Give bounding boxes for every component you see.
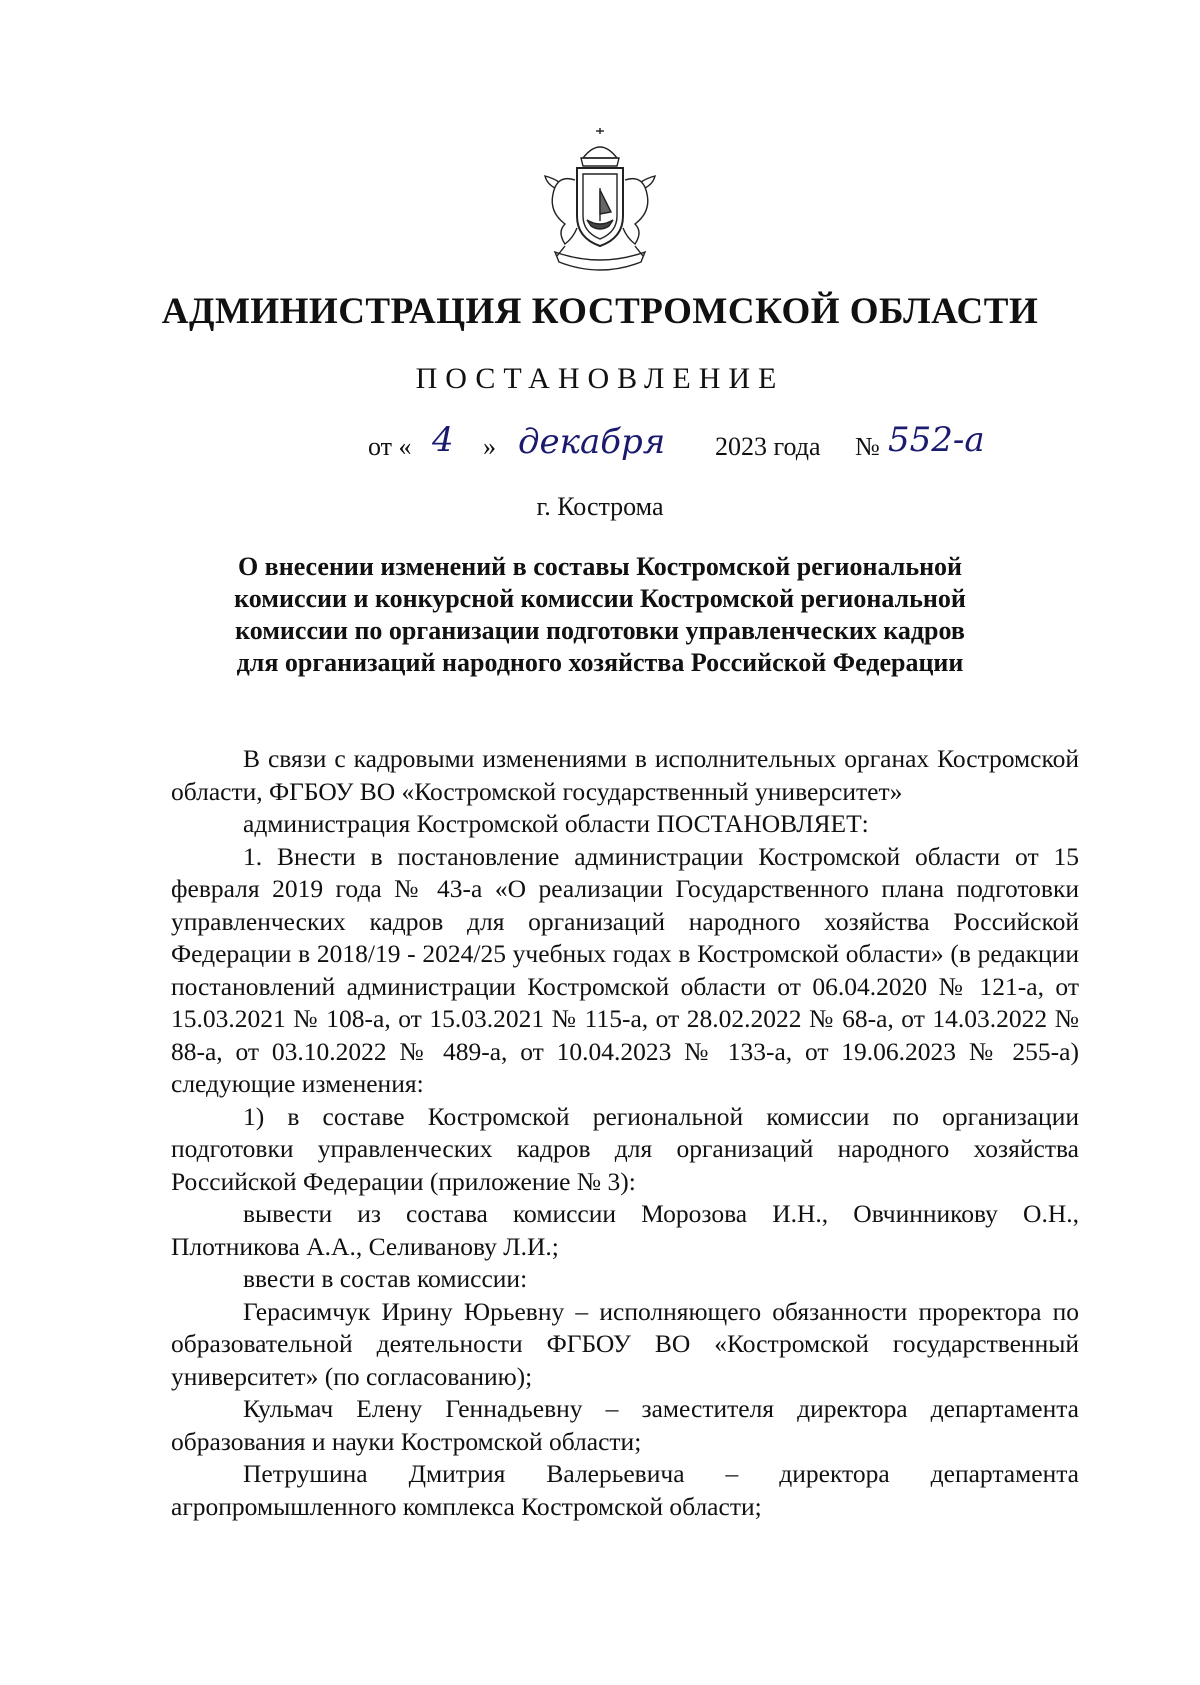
subject-line: для организаций народного хозяйства Российской Федерации bbox=[236, 648, 964, 677]
coat-of-arms-icon bbox=[535, 128, 665, 278]
date-line bbox=[0, 420, 1200, 480]
date-day: 4 bbox=[432, 420, 454, 460]
date-month: декабря bbox=[518, 422, 666, 462]
date-mid: » bbox=[483, 432, 496, 461]
body-paragraph: Герасимчук Ирину Юрьевну – исполняющего обязанности проректора по образовательной деятельности ФГБОУ ВО «Костромской государственный университет» (по согласованию); bbox=[171, 1296, 1079, 1391]
body-paragraph: 1. Внести в постановление администрации Костромской области от 15 февраля 2019 года № 43-а «О реализации Государственного плана подготовки управленческих кадров для организаций народного хозяйства Российской Федерации в 2018/19 - 2024/25 учебных годах в Костромской области» (в редакции постановлений администрации Костромской области от 06.04.2020 № 121-а, от 15.03.2021 № 108-а, от 15.03.2021 № 115-а, от 28.02.2022 № 68-а, от 14.03.2022 № 88-а, от 03.10.2022 № 489-а, от 10.04.2023 № 133-а, от 19.06.2023 № 255-а) следующие изменения: bbox=[171, 841, 1079, 1098]
document-body bbox=[171, 743, 1079, 1523]
document-type: ПОСТАНОВЛЕНИЕ bbox=[415, 362, 785, 395]
body-paragraph: администрация Костромской области ПОСТАНОВЛЯЕТ: bbox=[243, 809, 869, 838]
subject-line: комиссии по организации подготовки управленческих кадров bbox=[235, 616, 965, 645]
subject-line: О внесении изменений в составы Костромской региональной bbox=[237, 552, 963, 581]
organization-title: АДМИНИСТРАЦИЯ КОСТРОМСКОЙ ОБЛАСТИ bbox=[161, 291, 1039, 332]
body-paragraph: 1) в составе Костромской региональной комиссии по организации подготовки управленческих кадров для организаций народного хозяйства Российской Федерации (приложение № 3): bbox=[171, 1101, 1079, 1196]
date-prefix: от « bbox=[368, 432, 412, 461]
number-prefix: № bbox=[855, 432, 880, 461]
body-paragraph: ввести в состав комиссии: bbox=[243, 1264, 528, 1293]
body-paragraph: вывести из состава комиссии Морозова И.Н., Овчинникову О.Н., Плотникова А.А., Селиванову Л.И.; bbox=[171, 1199, 1079, 1261]
document-number: 552-а bbox=[888, 420, 985, 460]
body-paragraph: Кульмач Елену Геннадьевну – заместителя директора департамента образования и науки Костромской области; bbox=[171, 1394, 1079, 1456]
date-year: 2023 года bbox=[715, 432, 821, 461]
body-paragraph: Петрушина Дмитрия Валерьевича – директора департамента агропромышленного комплекса Костромской области; bbox=[171, 1459, 1079, 1521]
body-paragraph: В связи с кадровыми изменениями в исполнительных органах Костромской области, ФГБОУ ВО «Костромской государственный университет» bbox=[171, 744, 1079, 806]
subject-line: комиссии и конкурсной комиссии Костромской региональной bbox=[234, 584, 966, 613]
document-subject bbox=[200, 551, 1000, 679]
city: г. Кострома bbox=[536, 492, 664, 521]
